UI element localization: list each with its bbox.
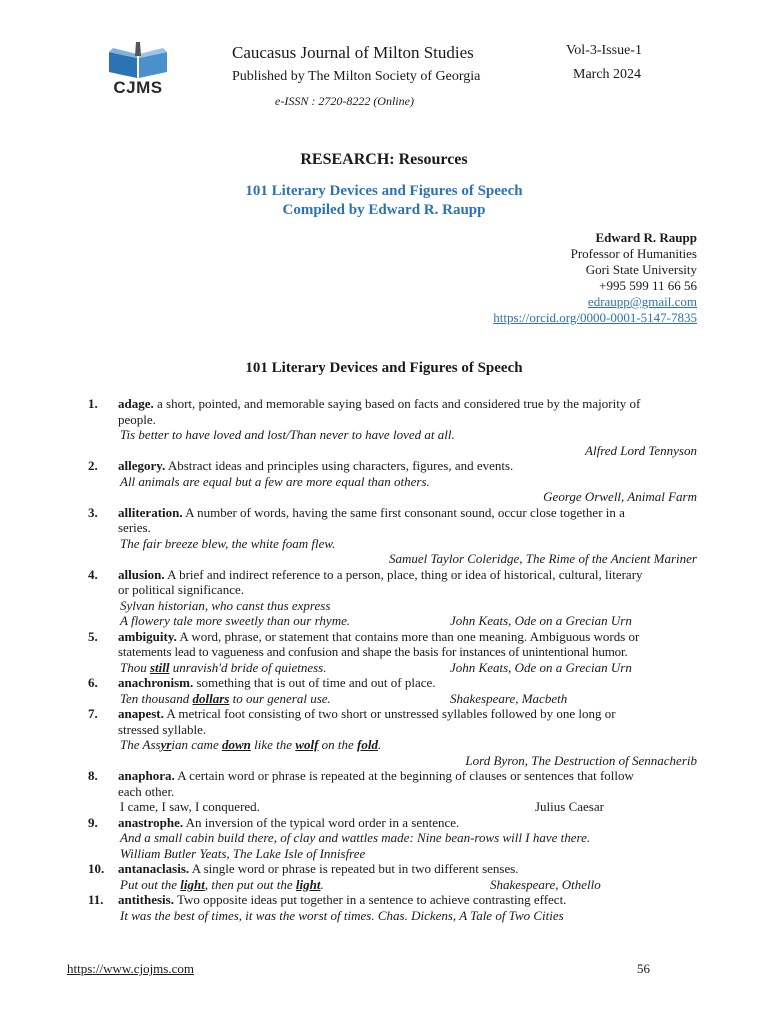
item-source: Shakespeare, Macbeth	[450, 690, 568, 706]
journal-title: Caucasus Journal of Milton Studies	[232, 43, 474, 62]
item-example: Put out the light, then put out the light.	[120, 876, 324, 892]
item-number: 1.	[88, 396, 98, 411]
author-university: Gori State University	[585, 262, 697, 277]
item-example: The fair breeze blew, the white foam flew.	[120, 535, 336, 551]
item-term: adage.	[118, 396, 154, 411]
list-item	[88, 567, 697, 629]
volume-issue: Vol-3-Issue-1	[566, 43, 642, 58]
list-item	[88, 629, 697, 676]
article-title-line1: 101 Literary Devices and Figures of Speech	[245, 183, 523, 199]
list-item	[88, 396, 697, 458]
publisher-line: Published by The Milton Society of Georgia	[232, 69, 481, 84]
item-definition: A certain word or phrase is repeated at the beginning of clauses or sentences that follow	[174, 768, 634, 783]
logo-text: CJMS	[113, 78, 163, 97]
list-item	[88, 861, 697, 892]
item-definition: A number of words, having the same first consonant sound, occur close together in a	[182, 504, 625, 520]
item-number: 4.	[88, 566, 98, 582]
author-name: Edward R. Raupp	[595, 230, 697, 245]
device-list	[88, 396, 697, 923]
item-definition: Two opposite ideas put together in a sentence to achieve contrasting effect.	[173, 892, 567, 907]
item-source: Shakespeare, Othello	[490, 876, 601, 892]
item-definition: A single word or phrase is repeated but in two different senses.	[189, 861, 519, 876]
issue-date: March 2024	[573, 67, 642, 82]
item-definition-cont: or political significance.	[118, 582, 244, 597]
item-example: Thou still unravish'd bride of quietness.	[120, 659, 327, 675]
author-email-link[interactable]: edraupp@gmail.com	[587, 294, 697, 309]
item-number: 7.	[88, 706, 98, 721]
item-definition-cont: statements lead to vagueness and confusion and shape the basis for instances of unintentional humor.	[118, 644, 628, 659]
item-number: 9.	[88, 814, 98, 830]
page-number: 56	[637, 961, 650, 976]
list-item	[88, 815, 697, 862]
item-example: Ten thousand dollars to our general use.	[120, 690, 331, 706]
item-term: anastrophe.	[118, 814, 184, 830]
item-number: 8.	[88, 768, 98, 783]
item-definition: A metrical foot consisting of two short or unstressed syllables followed by one long or	[163, 706, 616, 721]
item-definition-cont: series.	[118, 520, 151, 535]
item-source: Alfred Lord Tennyson	[585, 442, 697, 458]
item-term: allusion.	[118, 566, 165, 582]
item-source: John Keats, Ode on a Grecian Urn	[450, 613, 632, 628]
item-source: Lord Byron, The Destruction of Sennacherib	[465, 752, 697, 768]
list-item	[88, 768, 697, 815]
item-definition: A brief and indirect reference to a person, place, thing or idea of historical, cultural, literary	[164, 566, 643, 582]
item-term: anachronism.	[118, 675, 194, 690]
item-term: allegory.	[118, 458, 166, 473]
item-example: I came, I saw, I conquered.	[120, 799, 260, 814]
item-example: All animals are equal but a few are more equal than others.	[120, 473, 430, 489]
item-example: A flowery tale more sweetly than our rhyme.	[120, 613, 351, 628]
item-source: William Butler Yeats, The Lake Isle of Innisfree	[120, 845, 366, 861]
item-example: Tis better to have loved and lost/Than never to have loved at all.	[120, 427, 455, 442]
item-term: ambiguity.	[118, 628, 177, 644]
item-definition: a short, pointed, and memorable saying based on facts and considered true by the majority of	[153, 396, 641, 411]
author-block	[493, 230, 697, 326]
list-item	[88, 892, 697, 923]
footer-website-link[interactable]: https://www.cjojms.com	[67, 961, 194, 976]
list-item	[88, 706, 697, 768]
journal-logo	[103, 38, 173, 98]
item-definition: An inversion of the typical word order in a sentence.	[183, 814, 460, 830]
author-orcid-link[interactable]: https://orcid.org/0000-0001-5147-7835	[493, 310, 697, 325]
item-definition-cont: stressed syllable.	[118, 721, 207, 737]
issn-line: e-ISSN : 2720-8222 (Online)	[275, 94, 414, 108]
section-heading: RESEARCH: Resources	[300, 151, 468, 168]
item-definition: A word, phrase, or statement that contains more than one meaning. Ambiguous words or	[176, 628, 640, 644]
list-item	[88, 675, 697, 706]
item-number: 3.	[88, 504, 98, 520]
item-number: 11.	[88, 892, 104, 907]
item-source: Julius Caesar	[535, 799, 604, 814]
item-number: 2.	[88, 458, 98, 473]
item-term: anaphora.	[118, 768, 175, 783]
list-heading: 101 Literary Devices and Figures of Speech	[245, 360, 523, 376]
author-position: Professor of Humanities	[570, 246, 697, 261]
item-term: antithesis.	[118, 892, 174, 907]
item-term: anapest.	[118, 706, 164, 721]
item-definition: something that is out of time and out of place.	[193, 675, 436, 690]
item-number: 5.	[88, 628, 98, 644]
item-definition: Abstract ideas and principles using characters, figures, and events.	[165, 458, 514, 473]
item-term: antanaclasis.	[118, 861, 190, 876]
item-number: 6.	[88, 675, 98, 690]
item-source: John Keats, Ode on a Grecian Urn	[450, 659, 632, 675]
item-term: alliteration.	[118, 504, 183, 520]
item-example: It was the best of times, it was the worst of times. Chas. Dickens, A Tale of Two Cities	[120, 907, 564, 923]
item-definition-cont: people.	[118, 411, 156, 427]
item-source: Samuel Taylor Coleridge, The Rime of the Ancient Mariner	[389, 551, 697, 566]
item-source: George Orwell, Animal Farm	[543, 489, 697, 504]
list-item	[88, 458, 697, 505]
item-example: The Assyrian came down like the wolf on the fold.	[120, 737, 382, 752]
item-example: And a small cabin build there, of clay and wattles made: Nine bean-rows will I have there.	[120, 830, 591, 845]
article-title-line2: Compiled by Edward R. Raupp	[282, 202, 486, 218]
item-definition-cont: each other.	[118, 783, 175, 799]
item-example: Sylvan historian, who canst thus express	[120, 597, 331, 613]
item-number: 10.	[88, 861, 105, 876]
list-item	[88, 505, 697, 567]
author-phone: +995 599 11 66 56	[599, 278, 697, 293]
